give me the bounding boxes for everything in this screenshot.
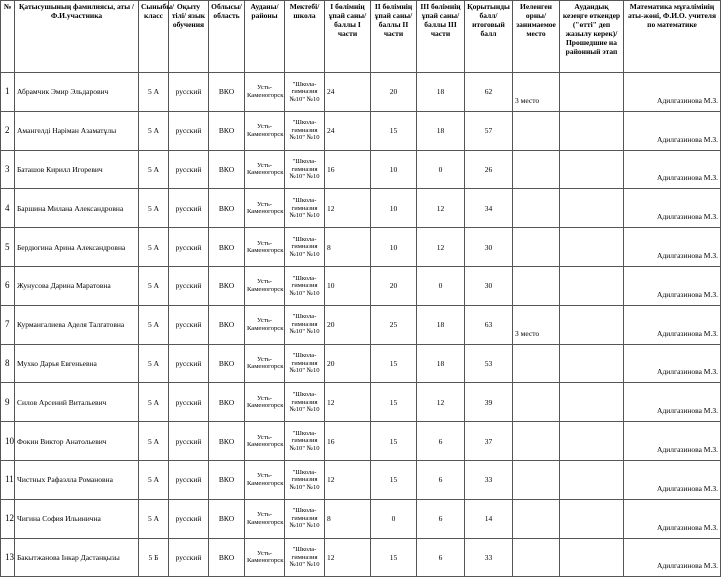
cell-school: "Школа-гимназия №10" №10 [285,150,325,189]
table-row [1,499,721,538]
cell-name: Фокин Виктор Анатольевич [15,422,139,461]
cell-class: 5 А [139,499,169,538]
table-row [1,305,721,344]
cell-total-score: 53 [465,344,513,383]
cell-passed [560,73,624,112]
cell-school: "Школа-гимназия №10" №10 [285,111,325,150]
cell-name: Бакытжанова Інкар Дастанқызы [15,538,139,577]
cell-number: 5 [1,228,15,267]
cell-part1-score: 24 [325,73,371,112]
cell-passed [560,344,624,383]
cell-region: ВКО [209,538,245,577]
cell-language: русский [169,73,209,112]
cell-region: ВКО [209,228,245,267]
cell-number: 4 [1,189,15,228]
cell-region: ВКО [209,266,245,305]
table-row [1,189,721,228]
cell-school: "Школа-гимназия №10" №10 [285,266,325,305]
cell-part2-score: 10 [371,150,417,189]
cell-passed [560,383,624,422]
cell-district: Усть-Каменогорск [245,111,285,150]
cell-language: русский [169,150,209,189]
cell-teacher: Адилгазинова М.З. [624,499,721,538]
cell-part1-score: 20 [325,305,371,344]
cell-part3-score: 6 [417,499,465,538]
col-header-passed: Аудандық кезеңге өткендер ("өтті" деп жазылу керек)/ Прошедшие на районный этап [560,1,624,73]
col-header-number: № [1,1,15,73]
cell-total-score: 30 [465,228,513,267]
table-row [1,460,721,499]
cell-region: ВКО [209,422,245,461]
cell-teacher: Адилгазинова М.З. [624,111,721,150]
cell-total-score: 33 [465,460,513,499]
cell-place [513,422,560,461]
cell-region: ВКО [209,344,245,383]
cell-class: 5 А [139,228,169,267]
cell-part3-score: 6 [417,460,465,499]
cell-name: Баршина Милана Александровна [15,189,139,228]
cell-place [513,189,560,228]
cell-number: 13 [1,538,15,577]
cell-district: Усть-Каменогорск [245,344,285,383]
cell-part3-score: 18 [417,344,465,383]
cell-passed [560,228,624,267]
cell-teacher: Адилгазинова М.З. [624,189,721,228]
cell-teacher: Адилгазинова М.З. [624,266,721,305]
cell-school: "Школа-гимназия №10" №10 [285,383,325,422]
col-header-part3: III бөлімнің ұпай саны/ баллы III части [417,1,465,73]
cell-name: Абрамчик Эмир Эльдарович [15,73,139,112]
col-header-language: Оқыту тілі/ язык обучения [169,1,209,73]
cell-passed [560,460,624,499]
cell-language: русский [169,422,209,461]
cell-part3-score: 18 [417,73,465,112]
cell-region: ВКО [209,111,245,150]
cell-passed [560,538,624,577]
cell-part3-score: 6 [417,538,465,577]
cell-language: русский [169,460,209,499]
col-header-part2: II бөлімнің ұпай саны/ баллы II части [371,1,417,73]
cell-total-score: 14 [465,499,513,538]
cell-region: ВКО [209,499,245,538]
cell-part2-score: 15 [371,460,417,499]
table-row [1,344,721,383]
cell-district: Усть-Каменогорск [245,228,285,267]
cell-part2-score: 0 [371,499,417,538]
cell-class: 5 А [139,111,169,150]
cell-passed [560,189,624,228]
cell-part2-score: 25 [371,305,417,344]
cell-number: 7 [1,305,15,344]
col-header-region: Облысы/ область [209,1,245,73]
cell-name: Бердюгина Арина Александровна [15,228,139,267]
cell-total-score: 62 [465,73,513,112]
cell-part1-score: 16 [325,150,371,189]
cell-part2-score: 10 [371,189,417,228]
cell-place [513,460,560,499]
col-header-class: Сыныбы/ класс [139,1,169,73]
cell-region: ВКО [209,383,245,422]
cell-district: Усть-Каменогорск [245,460,285,499]
cell-place [513,499,560,538]
cell-passed [560,499,624,538]
cell-language: русский [169,344,209,383]
cell-teacher: Адилгазинова М.З. [624,228,721,267]
cell-part1-score: 24 [325,111,371,150]
cell-total-score: 63 [465,305,513,344]
table-row [1,111,721,150]
cell-number: 9 [1,383,15,422]
cell-number: 11 [1,460,15,499]
cell-part1-score: 12 [325,189,371,228]
cell-school: "Школа-гимназия №10" №10 [285,344,325,383]
cell-number: 1 [1,73,15,112]
cell-part3-score: 18 [417,305,465,344]
cell-school: "Школа-гимназия №10" №10 [285,189,325,228]
table-row [1,538,721,577]
cell-name: Амангелді Нарiман Азаматұлы [15,111,139,150]
cell-class: 5 А [139,73,169,112]
cell-language: русский [169,111,209,150]
cell-district: Усть-Каменогорск [245,266,285,305]
table-row [1,228,721,267]
table-row [1,266,721,305]
col-header-part1: I бөлімнің ұпай саны/ баллы I части [325,1,371,73]
cell-part3-score: 0 [417,150,465,189]
cell-language: русский [169,305,209,344]
cell-place: 3 место [513,305,560,344]
cell-part2-score: 20 [371,73,417,112]
cell-place: 3 место [513,73,560,112]
cell-school: "Школа-гимназия №10" №10 [285,538,325,577]
cell-district: Усть-Каменогорск [245,422,285,461]
cell-class: 5 А [139,266,169,305]
cell-part3-score: 12 [417,189,465,228]
cell-school: "Школа-гимназия №10" №10 [285,460,325,499]
col-header-total: Қорытынды балл/ итоговый балл [465,1,513,73]
cell-teacher: Адилгазинова М.З. [624,383,721,422]
cell-part3-score: 12 [417,228,465,267]
cell-teacher: Адилгазинова М.З. [624,150,721,189]
table-row [1,383,721,422]
cell-part2-score: 15 [371,111,417,150]
col-header-district: Ауданы/ районы [245,1,285,73]
cell-class: 5 А [139,189,169,228]
cell-part3-score: 12 [417,383,465,422]
cell-part3-score: 18 [417,111,465,150]
cell-name: Чистных Рафаэлла Романовна [15,460,139,499]
cell-region: ВКО [209,189,245,228]
cell-part2-score: 15 [371,422,417,461]
cell-language: русский [169,266,209,305]
cell-class: 5 Б [139,538,169,577]
cell-district: Усть-Каменогорск [245,305,285,344]
cell-passed [560,422,624,461]
cell-number: 2 [1,111,15,150]
cell-part1-score: 12 [325,383,371,422]
cell-place [513,383,560,422]
cell-teacher: Адилгазинова М.З. [624,538,721,577]
cell-number: 10 [1,422,15,461]
cell-passed [560,150,624,189]
cell-number: 12 [1,499,15,538]
cell-part2-score: 15 [371,383,417,422]
cell-school: "Школа-гимназия №10" №10 [285,228,325,267]
table-body [1,73,721,577]
col-header-school: Мектебі/ школа [285,1,325,73]
cell-part3-score: 0 [417,266,465,305]
cell-total-score: 37 [465,422,513,461]
cell-place [513,266,560,305]
cell-number: 3 [1,150,15,189]
cell-language: русский [169,383,209,422]
cell-name: Жунусова Дарина Маратовна [15,266,139,305]
cell-class: 5 А [139,460,169,499]
cell-language: русский [169,538,209,577]
cell-number: 6 [1,266,15,305]
cell-class: 5 А [139,344,169,383]
cell-part1-score: 8 [325,228,371,267]
cell-part3-score: 6 [417,422,465,461]
cell-place [513,344,560,383]
cell-school: "Школа-гимназия №10" №10 [285,73,325,112]
cell-place [513,228,560,267]
cell-part2-score: 20 [371,266,417,305]
cell-part2-score: 15 [371,538,417,577]
cell-class: 5 А [139,422,169,461]
cell-part2-score: 15 [371,344,417,383]
col-header-name: Қатысушының фамилиясы, аты /Ф.И.участника [15,1,139,73]
cell-total-score: 26 [465,150,513,189]
cell-school: "Школа-гимназия №10" №10 [285,305,325,344]
cell-part1-score: 16 [325,422,371,461]
cell-language: русский [169,499,209,538]
cell-region: ВКО [209,460,245,499]
cell-part1-score: 8 [325,499,371,538]
col-header-teacher: Математика мұғалімінің аты-жөні, Ф.И.О. учителя по математике [624,1,721,73]
table-row [1,150,721,189]
cell-district: Усть-Каменогорск [245,538,285,577]
cell-name: Силов Арсений Витальевич [15,383,139,422]
cell-passed [560,111,624,150]
cell-place [513,150,560,189]
cell-part1-score: 12 [325,538,371,577]
cell-place [513,538,560,577]
cell-district: Усть-Каменогорск [245,383,285,422]
cell-total-score: 30 [465,266,513,305]
cell-part1-score: 20 [325,344,371,383]
table-row [1,73,721,112]
cell-school: "Школа-гимназия №10" №10 [285,422,325,461]
cell-passed [560,305,624,344]
cell-place [513,111,560,150]
cell-part1-score: 12 [325,460,371,499]
cell-name: Чигина София Ильинична [15,499,139,538]
cell-region: ВКО [209,150,245,189]
cell-name: Курмангалиева Аделя Талгатовна [15,305,139,344]
cell-total-score: 34 [465,189,513,228]
cell-region: ВКО [209,73,245,112]
cell-total-score: 39 [465,383,513,422]
cell-teacher: Адилгазинова М.З. [624,344,721,383]
cell-teacher: Адилгазинова М.З. [624,422,721,461]
cell-part2-score: 10 [371,228,417,267]
cell-school: "Школа-гимназия №10" №10 [285,499,325,538]
cell-name: Баташов Кирилл Игоревич [15,150,139,189]
cell-district: Усть-Каменогорск [245,499,285,538]
cell-district: Усть-Каменогорск [245,189,285,228]
cell-class: 5 А [139,383,169,422]
cell-class: 5 А [139,150,169,189]
cell-language: русский [169,189,209,228]
cell-class: 5 А [139,305,169,344]
cell-part1-score: 10 [325,266,371,305]
col-header-place: Иеленген орны/ занимаемое место [513,1,560,73]
cell-passed [560,266,624,305]
cell-name: Мухко Дарья Евгеньевна [15,344,139,383]
cell-total-score: 33 [465,538,513,577]
cell-language: русский [169,228,209,267]
cell-teacher: Адилгазинова М.З. [624,73,721,112]
cell-district: Усть-Каменогорск [245,150,285,189]
cell-teacher: Адилгазинова М.З. [624,460,721,499]
header-row [1,1,721,73]
table-row [1,422,721,461]
cell-teacher: Адилгазинова М.З. [624,305,721,344]
cell-district: Усть-Каменогорск [245,73,285,112]
cell-total-score: 57 [465,111,513,150]
cell-region: ВКО [209,305,245,344]
cell-number: 8 [1,344,15,383]
